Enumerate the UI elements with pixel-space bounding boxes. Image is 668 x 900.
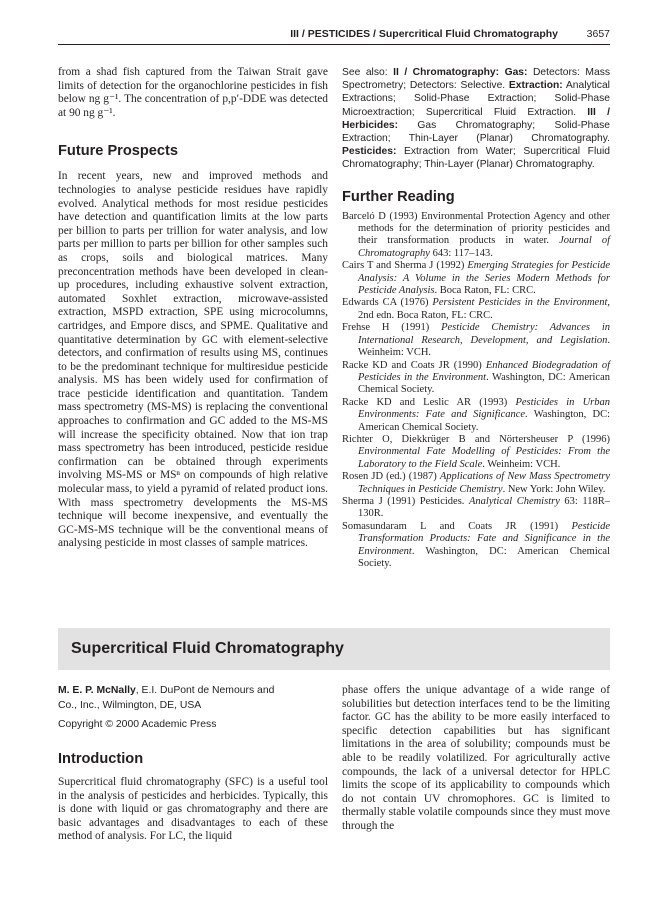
article-continuation-paragraph: phase offers the unique advantage of a wide range of solubilities but detection interfaces tend to be the limiting factor. GC has the ability to be more easily interfaced to specific detection capabilities but has significant limitations in the area of solubility; compounds must be able to be readily volatilized. For agriculturally active compounds, the lack of a universal detector for HPLC limits the scope of its applicability to compounds which do not contain UV chromophores. GC is limited to thermally stable volatile compounds since they must move through the [342,684,610,832]
reference-title: Emerging Strategies for Pesticide Analysis: A Volume in the Series Modern Methods for Pesticide Analysis [358,260,610,297]
reference-text: . Weinheim: VCH. [482,458,561,470]
left-column [58,66,328,551]
reference-text: . Boca Raton, FL: CRC. [434,285,536,297]
article-title: Supercritical Fluid Chromatography [71,640,344,657]
affiliation-line-2: Co., Inc., Wilmington, DE, USA [58,699,202,711]
introduction-heading: Introduction [58,751,144,767]
reference-text: . Washington, DC: American Chemical Society. [358,371,610,396]
author-block [58,684,328,713]
see-also-text: See also: [342,67,394,78]
reference-text: . Washington, DC: American Chemical Society. [358,545,610,569]
future-prospects-paragraph: In recent years, new and improved methods and technologies to analyse pesticide residues have rapidly evolved. Analytical methods for most residue pesticides have detection and quantification limits at the low parts per billion to parts per trillion for water analysis, and low parts per million to parts per billion for other samples such as crops, soils and biological matrices. Many preconcentration methods have been developed in clean-up procedures, including exhaustive solvent extraction, automated Soxhlet extraction, microwave-assisted extraction, MSPD extraction, SPE using microcolumns, cartridges, and Empore discs, and SPME. Qualitative and quantitative determination by GC with element-selective detectors, and confirmation of results using MS, continues to be the predominant technique for multiresidue pesticide analysis. MS has been widely used for confirmation of trace pesticide identification and quantitation. Tandem mass spectrometry (MS-MS) is replacing the conventional approaches to confirmation and GC added to the MS-MS will increase the specificity obtained. Now that ion trap mass spectrometry has been introduced, pesticide residue confirmation can be obtained through experiments involving MS-MS or MSⁿ on compounds of high relative molecular mass, to yield a pyramid of related product ions. With mass spectrometry developments the MS-MS technique will become inexpensive, and eventually the GC-MS-MS technique will be the conventional means of analysing pesticide in most classes of sample matrices. [58,170,328,550]
running-head [58,24,610,45]
reference-text: . New York: John Wiley. [502,483,606,495]
reference-text: . Weinheim: VCH. [358,334,610,359]
reference-list [342,211,610,571]
reference-title: Journal of Chromatography [358,235,610,259]
introduction-paragraph: Supercritical fluid chromatography (SFC) is a useful tool in the analysis of pesticides and herbicides. Typically, this is done with liquid or gas chromatography and there are basic advantages and disadvantages to each of these method of analysis. For LC, the liquid [58,776,328,843]
reference-text: Cairs T and Sherma J (1992) [342,260,468,272]
reference-item [342,471,610,496]
reference-title: Environmental Fate Modelling of Pesticides: From the Laboratory to the Field Scale [358,446,610,470]
see-also-text: Extraction from Water; Supercritical Fluid Chromatography; Thin-Layer (Planar) Chromatography. [342,146,610,171]
reference-text: Edwards CA (1976) [342,297,433,309]
further-reading-heading: Further Reading [342,188,455,205]
see-also-category: II / Chromatography: Gas: [393,67,528,78]
reference-item [342,297,610,322]
reference-text: Richter O, Diekkrüger B and Nörtersheuser P (1996) [342,433,610,445]
reference-text: . Washington, DC: American Chemical Society. [358,409,610,433]
article-title-banner [58,628,610,670]
page-number: 3657 [586,28,610,40]
right-column [342,66,610,570]
see-also-category: III / Herbicides: [342,106,610,131]
reference-item [342,211,610,261]
reference-text: 643: 117–143. [429,247,493,259]
reference-title: Applications of New Mass Spectrometry Techniques in Pesticide Chemistry [358,471,610,495]
see-also-text: Gas Chromatography; Solid-Phase Extraction; Thin-Layer (Planar) Chromatography. [342,119,610,145]
reference-item [342,360,610,397]
reference-text: , 2nd edn. Boca Raton, FL: CRC. [358,297,610,321]
reference-text: Sherma J (1991) Pesticides. [342,495,469,507]
reference-title: Analytical Chemistry [468,495,560,507]
reference-title: Persistent Pesticides in the Environment [432,297,608,309]
reference-text: Barceló D (1993) Environmental Protection Agency and other methods for the determination of priority pesticides and their transformation products in water. [342,210,610,247]
reference-text: Somasundaram L and Coats JR (1991) [342,520,572,532]
copyright-line: Copyright © 2000 Academic Press [58,719,217,730]
reference-title: Pesticide Transformation Products: Fate and Significance in the Environment [358,520,610,557]
author-name: M. E. P. McNally [58,685,136,696]
see-also-category: Pesticides: [342,146,397,158]
see-also-text: Analytical Extractions; Solid-Phase Extraction; Solid-Phase Microextraction; Supercritical Fluid Extraction. [342,80,610,118]
reference-text: Racke KD and Coats JR (1990) [342,359,486,371]
see-also-text: Detectors: Mass Spectrometry; Detectors: Selective. [342,67,611,92]
affiliation-line-1: , E.I. DuPont de Nemours and [135,685,275,696]
article-left-column [58,684,328,844]
reference-text: 63: 118R–130R. [358,495,610,520]
reference-text: Rosen JD (ed.) (1987) [342,471,440,483]
running-head-section: III / PESTICIDES / Supercritical Fluid Chromatography [290,28,558,40]
reference-title: Enhanced Biodegradation of Pesticides in the Environment [358,359,610,383]
reference-text: Racke KD and Leslic AR (1993) [342,396,516,408]
see-also-paragraph [342,66,610,172]
reference-item [342,397,610,434]
future-prospects-heading: Future Prospects [58,143,179,160]
reference-item [342,260,610,297]
reference-title: Pesticides in Urban Environments: Fate and Significance [358,396,610,421]
article-right-column [342,684,610,834]
see-also-category: Extraction: [508,80,563,92]
reference-text: Frehse H (1991) [342,322,442,334]
reference-item [342,322,610,359]
reference-item [342,521,610,571]
reference-title: Pesticide Chemistry: Advances in International Research, Development, and Legislation [358,322,610,346]
reference-item [342,434,610,471]
intro-paragraph: from a shad fish captured from the Taiwan Strait gave limits of detection for the organochlorine pesticides in fish below ng g⁻¹. The concentration of p,p′-DDE was detected at 90 ng g⁻¹. [58,66,328,119]
reference-item [342,496,610,521]
